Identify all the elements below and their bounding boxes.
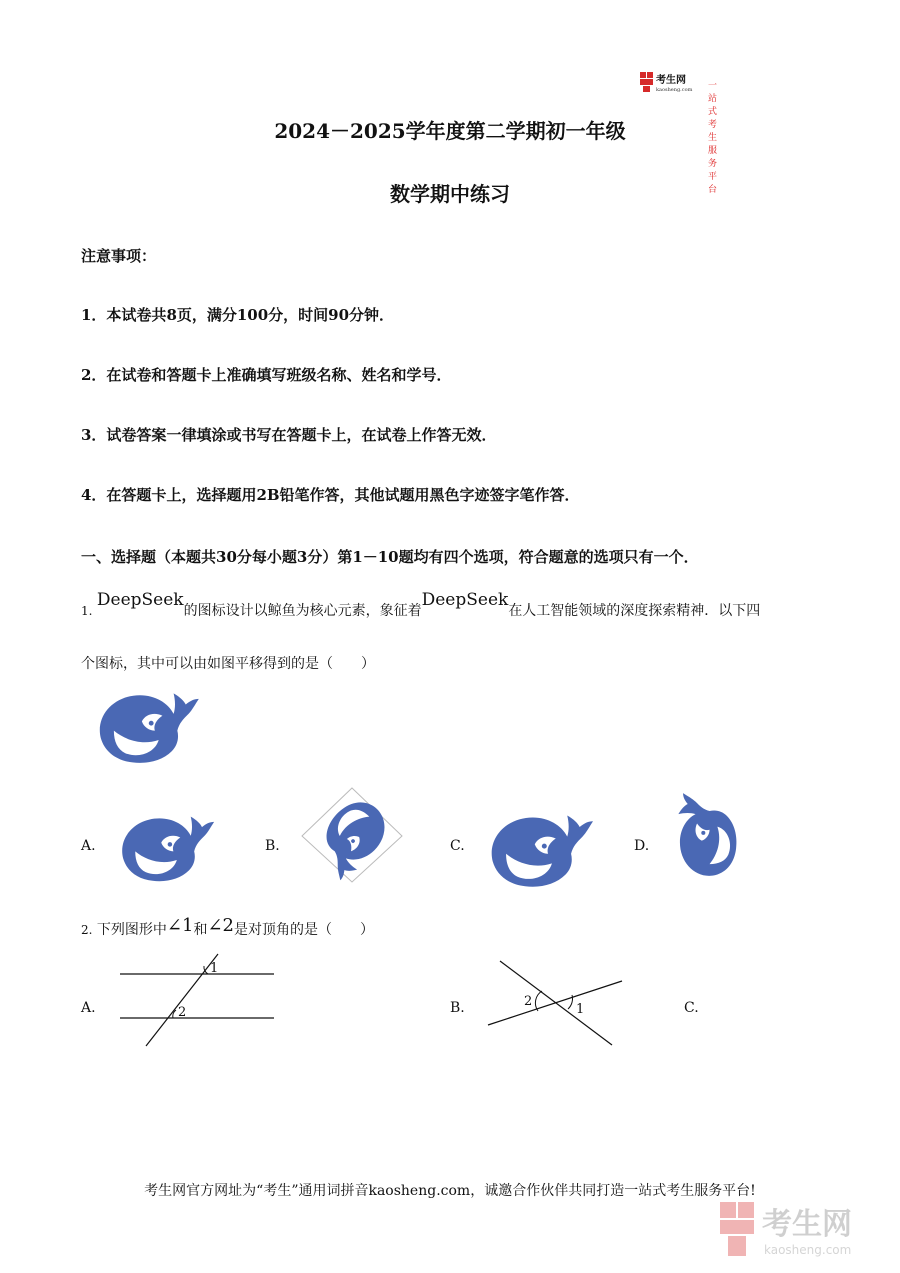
brand-name: 考生网: [656, 75, 686, 86]
note-item: 4．在答题卡上，选择题用2B铅笔作答，其他试题用黑色字迹签字笔作答．: [81, 486, 580, 504]
watermark-name: 考生网: [762, 1207, 852, 1242]
angle-label-2: 2: [178, 1005, 187, 1020]
note-item: 1．本试卷共8页，满分100分，时间90分钟．: [81, 306, 395, 324]
option-a-label: A.: [81, 1000, 96, 1016]
question-text: 和: [193, 922, 208, 938]
angle-2-symbol: ∠2: [207, 915, 234, 936]
option-c-label: C.: [450, 838, 465, 854]
kaosheng-logo-icon: [640, 72, 702, 92]
option-a-label: A.: [81, 838, 96, 854]
brand-slogan: 一站式考生服务平台: [708, 81, 718, 195]
brand-domain: kaosheng.com: [656, 87, 693, 92]
option-a-whale-figure[interactable]: [116, 808, 216, 886]
brand-term: DeepSeek: [421, 590, 509, 610]
note-item: 3．试卷答案一律填涂或书写在答题卡上，在试卷上作答无效．: [81, 426, 497, 444]
angle-label-2: 2: [524, 994, 533, 1009]
option-d-whale-figure[interactable]: [666, 786, 750, 886]
question-1-text: [81, 590, 761, 620]
question-1-line2: 个图标，其中可以由如图平移得到的是（ ）: [81, 656, 375, 672]
option-d-label: D.: [634, 838, 650, 854]
exam-title-line2: 数学期中练习: [390, 182, 510, 206]
reference-whale-figure: [92, 684, 202, 768]
angle-1-symbol: ∠1: [166, 915, 194, 936]
kaosheng-watermark-logo: [718, 1198, 888, 1260]
question-text: 在人工智能领域的深度探索精神．以下四: [508, 603, 761, 619]
option-b-whale-figure[interactable]: [300, 786, 404, 884]
note-item: 2．在试卷和答题卡上准确填写班级名称、姓名和学号．: [81, 366, 452, 384]
exam-title-line1: 2024－2025学年度第二学期初一年级: [274, 119, 626, 143]
option-c-whale-figure[interactable]: [484, 806, 596, 892]
option-b-angle-figure[interactable]: [482, 955, 627, 1050]
option-b-label: B.: [450, 1000, 465, 1016]
watermark-domain: kaosheng.com: [764, 1243, 852, 1257]
question-number: 1.: [81, 604, 93, 618]
option-b-label: B.: [265, 838, 280, 854]
angle-label-1: 1: [576, 1002, 585, 1017]
option-a-angle-figure[interactable]: [112, 950, 282, 1050]
option-c-label: C.: [684, 1000, 699, 1016]
brand-term: DeepSeek: [96, 590, 184, 610]
question-text: 是对顶角的是（ ）: [234, 922, 374, 938]
section-heading: 一、选择题（本题共30分每小题3分）第1－10题均有四个选项，符合题意的选项只有一个．: [81, 548, 699, 566]
footer-text: 考生网官方网址为“考生”通用词拼音kaosheng.com，诚邀合作伙伴共同打造一站式考生服务平台!: [144, 1183, 756, 1199]
question-text: 的图标设计以鲸鱼为核心元素，象征着: [183, 603, 422, 619]
question-2-text: [81, 915, 374, 939]
question-text: 下列图形中: [96, 922, 167, 938]
question-number: 2.: [81, 923, 93, 937]
angle-label-1: 1: [210, 961, 219, 976]
notes-heading: 注意事项：: [81, 247, 157, 265]
